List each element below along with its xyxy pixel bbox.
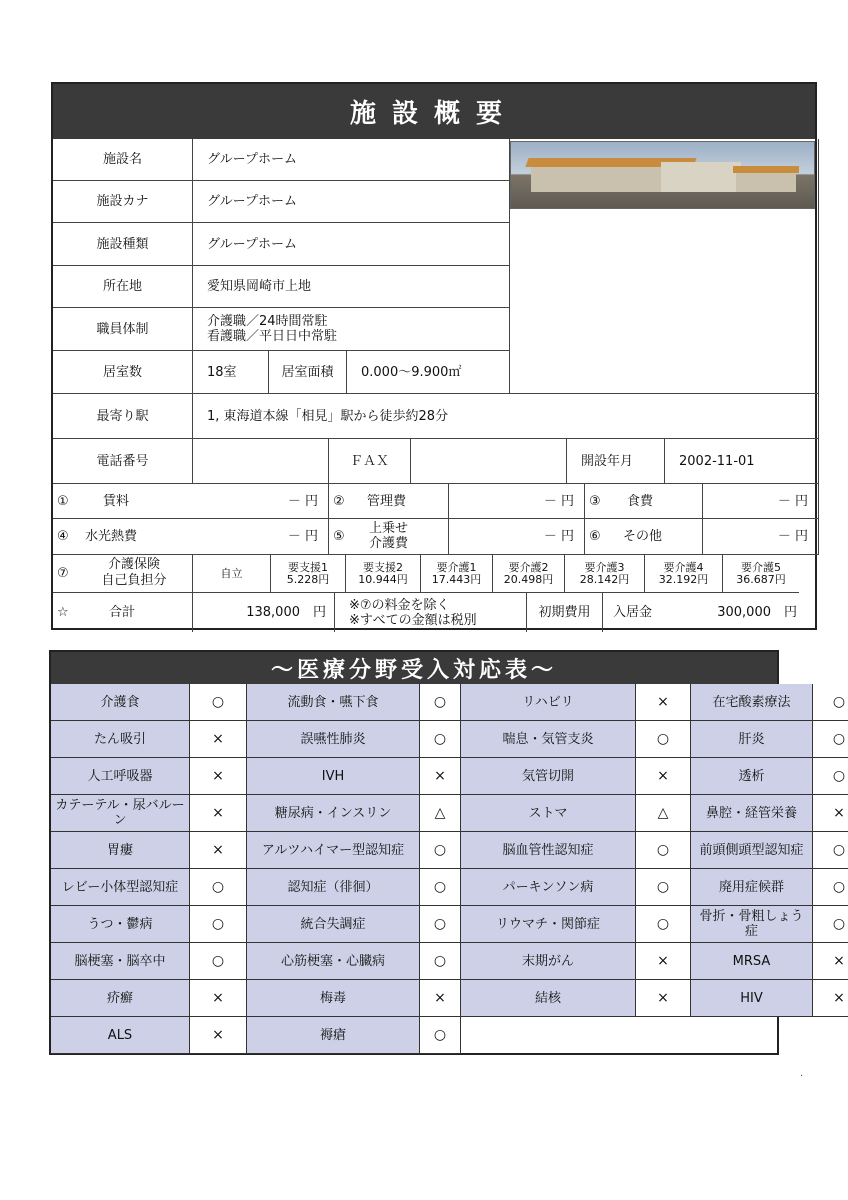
care-level-name: 要介護1 [436,560,477,574]
medical-item-name: 心筋梗塞・心臓病 [247,943,420,980]
staff-line-nurse: 看護職／平日日中常駐 [207,329,338,344]
medical-item-name: 廃用症候群 [691,869,813,906]
mgmt-label-cell [329,484,449,519]
medical-item-name: リウマチ・関節症 [461,906,636,943]
insurance-label [79,557,189,589]
food-value: － 円 [703,484,819,519]
overview-title: 施設概要 [53,84,815,139]
care-level-price: 36.687円 [736,572,786,586]
insurance-label-cell [53,555,193,593]
medical-item-mark: × [190,795,247,832]
rooms-value: 18室 [193,351,269,394]
opened-value: 2002-11-01 [665,439,819,484]
utility-number: ④ [57,529,69,544]
medical-item-mark: ○ [190,684,247,721]
facility-name-value: グループホーム [193,139,510,181]
rent-number: ① [57,493,69,509]
other-value: － 円 [703,519,819,555]
medical-item-mark: ○ [420,906,461,943]
medical-item-name: 介護食 [51,684,190,721]
medical-item-mark: × [636,943,691,980]
address-label: 所在地 [53,266,193,308]
medical-item-name: 誤嚥性肺炎 [247,721,420,758]
facility-photo [510,141,815,209]
medical-item-mark: × [813,943,848,980]
medical-item-name: 肝炎 [691,721,813,758]
medical-item-name: パーキンソン病 [461,869,636,906]
medical-item-name: アルツハイマー型認知症 [247,832,420,869]
medical-item-name: 末期がん [461,943,636,980]
medical-item-mark: ○ [636,906,691,943]
care-extra-number: ⑤ [333,529,345,544]
medical-item-mark: ○ [190,943,247,980]
food-label-cell [585,484,703,519]
address-value: 愛知県岡崎市上地 [193,266,510,308]
medical-item-mark: △ [636,795,691,832]
care-level-price: 10.944円 [358,572,408,586]
food-label: 食費 [627,493,654,509]
total-label-cell [53,593,193,632]
mgmt-number: ② [333,493,345,509]
medical-item-mark: × [636,758,691,795]
medical-item-mark: × [813,980,848,1017]
facility-type-value: グループホーム [193,223,510,266]
medical-item-name: 骨折・骨粗しょう症 [691,906,813,943]
medical-item-name: 透析 [691,758,813,795]
medical-item-name: 脳梗塞・脳卒中 [51,943,190,980]
rent-label: 賃料 [103,493,130,509]
care-level-cell [565,555,645,593]
medical-item-mark: × [813,795,848,832]
medical-item-mark: ○ [813,684,848,721]
note-tax: ※すべての金額は税別 [349,612,477,628]
medical-item-name: 鼻腔・経管栄養 [691,795,813,832]
staff-label: 職員体制 [53,308,193,351]
facility-overview-table [51,82,817,630]
care-level-price: 17.443円 [431,572,482,586]
medical-item-mark: ○ [636,869,691,906]
fax-value [411,439,567,484]
medical-title: ～医療分野受入対応表～ [51,652,777,684]
station-label: 最寄り駅 [53,394,193,439]
medical-item-name: 前頭側頭型認知症 [691,832,813,869]
opened-label: 開設年月 [567,439,665,484]
medical-item-name: 疥癬 [51,980,190,1017]
medical-item-mark: ○ [813,758,848,795]
medical-item-name: 人工呼吸器 [51,758,190,795]
other-number: ⑥ [589,529,601,544]
medical-item-mark: ○ [420,869,461,906]
medical-item-name: ストマ [461,795,636,832]
medical-item-name: 流動食・嚥下食 [247,684,420,721]
room-area-label: 居室面積 [269,351,347,394]
staff-line-care: 介護職／24時間常駐 [207,314,328,329]
care-extra-label-cell [329,519,449,555]
medical-item-name: レビー小体型認知症 [51,869,190,906]
medical-item-mark: ○ [813,721,848,758]
phone-value [193,439,329,484]
care-level-cell [271,555,346,593]
medical-item-name: IVH [247,758,420,795]
fax-label: ＦＡＸ [329,439,411,484]
medical-item-mark: × [190,1017,247,1054]
deposit-label: 入居金 [613,605,653,620]
medical-item-name: 梅毒 [247,980,420,1017]
medical-item-name: カテーテル・尿バルーン [51,795,190,832]
rooms-label: 居室数 [53,351,193,394]
medical-item-name: うつ・鬱病 [51,906,190,943]
utility-label: 水光熱費 [85,529,138,544]
care-level-name: 要介護5 [741,560,781,574]
facility-type-label: 施設種類 [53,223,193,266]
facility-kana-label: 施設カナ [53,181,193,223]
medical-item-mark: ○ [420,943,461,980]
medical-item-name: 気管切開 [461,758,636,795]
care-level-price: 20.498円 [503,572,554,586]
food-number: ③ [589,493,601,509]
medical-item-mark: × [190,980,247,1017]
medical-item-mark: × [636,684,691,721]
medical-item-mark: × [190,721,247,758]
phone-label: 電話番号 [53,439,193,484]
medical-item-name: 喘息・気管支炎 [461,721,636,758]
medical-item-mark: ○ [420,1017,461,1054]
medical-item-mark: × [190,758,247,795]
care-level-name: 要支援2 [363,560,403,574]
total-value: 138,000 円 [193,593,335,632]
note-excluding: ※⑦の料金を除く [349,597,450,613]
scan-mark: . [800,1068,804,1079]
medical-item-name: ALS [51,1017,190,1054]
medical-item-mark: △ [420,795,461,832]
care-level-cell [346,555,421,593]
care-level-cell [493,555,565,593]
care-level-name: 要介護4 [663,560,704,574]
medical-item-mark: ○ [190,906,247,943]
medical-item-mark: ○ [420,684,461,721]
care-extra-label [369,521,408,551]
care-level-name: 要介護3 [584,560,625,574]
other-label-cell [585,519,703,555]
care-level-cell [421,555,493,593]
mgmt-value: － 円 [449,484,585,519]
medical-item-name: 糖尿病・インスリン [247,795,420,832]
care-extra-label-line2: 介護費 [369,536,409,551]
medical-item-mark: ○ [420,721,461,758]
care-level-cell [193,555,271,593]
medical-item-name: 統合失調症 [247,906,420,943]
total-symbol: ☆ [57,605,69,620]
initial-cost-label: 初期費用 [527,593,603,632]
care-level-cell [645,555,723,593]
medical-item-name: HIV [691,980,813,1017]
medical-item-name: MRSA [691,943,813,980]
utility-row [53,519,329,555]
medical-item-mark: ○ [813,832,848,869]
medical-item-name: リハビリ [461,684,636,721]
other-label: その他 [623,529,663,544]
insurance-number: ⑦ [57,566,69,581]
medical-item-mark: × [636,980,691,1017]
medical-item-name: 胃瘻 [51,832,190,869]
medical-item-mark: ○ [636,832,691,869]
rent-row [53,484,329,519]
deposit-value: 300,000 円 [717,605,797,620]
medical-item-mark: × [190,832,247,869]
medical-acceptance-table [49,650,846,1055]
insurance-label-line2: 自己負担分 [101,573,167,588]
medical-item-name: 在宅酸素療法 [691,684,813,721]
staff-value [193,308,510,351]
utility-value: － 円 [287,529,318,544]
room-area-value: 0.000～9.900㎡ [347,351,510,394]
medical-item-name: 脳血管性認知症 [461,832,636,869]
care-level-name: 要支援1 [288,560,328,574]
mgmt-label: 管理費 [367,493,407,509]
care-extra-value: － 円 [449,519,585,555]
station-value: 1, 東海道本線「相見」駅から徒歩約28分 [193,394,819,439]
medical-item-name: 褥瘡 [247,1017,420,1054]
medical-item-mark: ○ [420,832,461,869]
facility-kana-value: グループホーム [193,181,510,223]
facility-name-label: 施設名 [53,139,193,181]
rent-value: － 円 [287,493,318,509]
medical-item-name: 認知症（徘徊） [247,869,420,906]
care-level-price: 32.192円 [658,572,709,586]
medical-item-name: たん吸引 [51,721,190,758]
medical-item-mark: ○ [190,869,247,906]
insurance-label-line1: 介護保険 [107,557,160,572]
care-level-name: 要介護2 [508,560,549,574]
medical-item-name: 結核 [461,980,636,1017]
care-extra-label-line1: 上乗せ [369,521,409,536]
care-level-name: 自立 [220,566,243,580]
medical-item-mark: ○ [813,906,848,943]
medical-item-mark: ○ [636,721,691,758]
deposit-cell [603,593,819,632]
medical-item-mark: × [420,980,461,1017]
care-level-price: 5.228円 [286,572,330,586]
care-level-cell [723,555,799,593]
medical-item-mark: × [420,758,461,795]
notes-cell [335,593,527,632]
care-level-price: 28.142円 [579,572,630,586]
total-label: 合計 [109,605,136,620]
medical-item-mark: ○ [813,869,848,906]
